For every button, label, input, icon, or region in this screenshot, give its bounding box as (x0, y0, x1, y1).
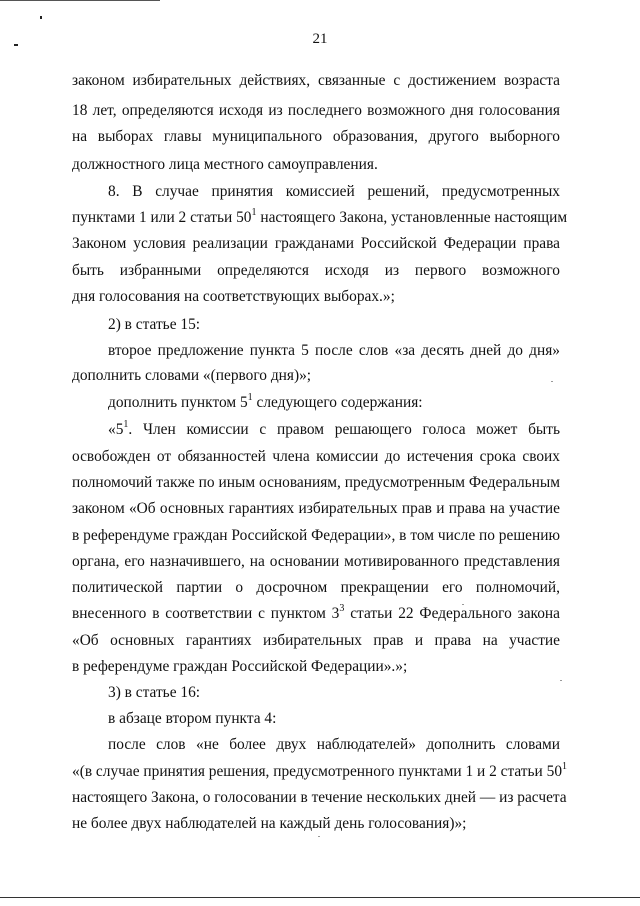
text-line (72, 602, 560, 623)
text-line: законом избирательных действиях, связанные с достижением возраста (72, 72, 560, 89)
text-span: . Член комиссии с правом решающего голоса может быть (128, 421, 560, 438)
text-line: настоящего Закона, о голосовании в течение нескольких дней — из расчета (72, 789, 567, 806)
text-span: внесенного в соответствии с пунктом 3 (72, 605, 340, 622)
text-line: после слов «не более двух наблюдателей» дополнить словами (108, 736, 560, 753)
text-line: на выборах главы муниципального образования, другого выборного (72, 128, 560, 145)
text-line: органа, его назначившего, на основании мотивированного представления (72, 553, 560, 570)
text-span: дополнить пунктом 5 (108, 394, 248, 411)
text-span: следующего содержания: (252, 394, 423, 411)
text-line: должностного лица местного самоуправления. (72, 156, 378, 173)
page-number: 21 (312, 31, 328, 47)
text-line: дня голосования на соответствующих выборах.»; (72, 288, 395, 305)
text-line: не более двух наблюдателей на каждый день голосования)»; (72, 815, 467, 832)
superscript: 1 (123, 418, 129, 430)
superscript: 1 (251, 206, 257, 218)
text-line: Законом условия реализации гражданами Российской Федерации права (72, 235, 560, 252)
text-line (108, 418, 560, 439)
text-span: статьи 22 Федерального закона (344, 605, 560, 622)
text-span: «(в случае принятия решения, предусмотренного пунктами 1 и 2 статьи 50 (72, 763, 563, 780)
text-line: 3) в статье 16: (108, 684, 201, 701)
text-line: в референдуме граждан Российской Федерации», в том числе по решению (72, 527, 560, 544)
superscript: 1 (562, 760, 568, 772)
text-line (72, 760, 568, 781)
text-line: в абзаце втором пункта 4: (108, 710, 277, 727)
text-line: дополнить словами «(первого дня)»; (72, 367, 312, 384)
text-line: законом «Об основных гарантиях избирательных прав и права на участие (72, 500, 560, 517)
text-line: политической партии о досрочном прекращении его полномочий, (72, 579, 560, 596)
scan-speck (560, 680, 562, 681)
text-line: быть избранными определяются исходя из первого возможного (72, 262, 560, 279)
text-span: пунктами 1 или 2 статьи 50 (72, 209, 252, 226)
text-line (72, 206, 568, 227)
superscript: 3 (339, 602, 345, 614)
superscript: 1 (247, 391, 253, 403)
scan-top-edge (0, 0, 160, 1)
scan-speck (318, 836, 320, 837)
text-line: в референдуме граждан Российской Федерации».»; (72, 658, 408, 675)
text-line: второе предложение пункта 5 после слов «за десять дней до дня» (108, 342, 560, 359)
text-line: «Об основных гарантиях избирательных прав и права на участие (72, 632, 560, 649)
scan-mark (40, 16, 42, 19)
text-line: 8. В случае принятия комиссией решений, предусмотренных (108, 183, 560, 200)
text-line: полномочий также по иным основаниям, предусмотренным Федеральным (72, 474, 560, 491)
text-span: «5 (108, 421, 124, 438)
text-line: 18 лет, определяются исходя из последнего возможного дня голосования (72, 102, 560, 119)
text-line (108, 391, 560, 412)
text-line: освобожден от обязанностей члена комиссии до истечения срока своих (72, 448, 560, 465)
text-span: настоящего Закона, установленные настоящим (256, 209, 568, 226)
text-line: 2) в статье 15: (108, 316, 201, 333)
